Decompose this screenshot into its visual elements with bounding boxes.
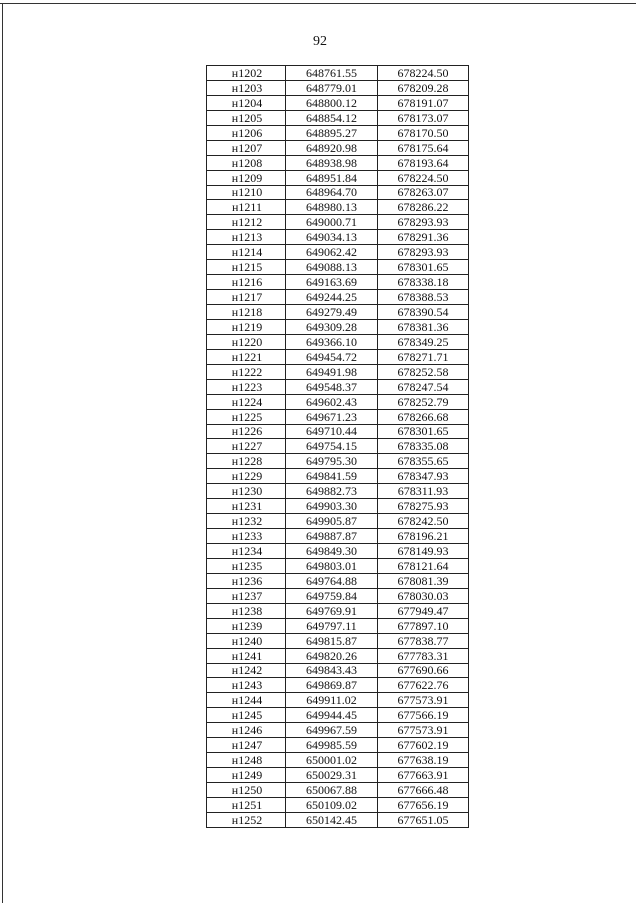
y-coordinate-cell: 677566.19 xyxy=(378,708,469,723)
table-row xyxy=(207,230,469,245)
x-coordinate-cell: 649967.59 xyxy=(286,723,378,738)
x-coordinate-cell: 649803.01 xyxy=(286,558,378,573)
point-id-cell: н1234 xyxy=(207,544,286,559)
table-row xyxy=(207,245,469,260)
point-id-cell: н1225 xyxy=(207,409,286,424)
x-coordinate-cell: 650029.31 xyxy=(286,768,378,783)
table-row xyxy=(207,424,469,439)
point-id-cell: н1211 xyxy=(207,200,286,215)
table-row xyxy=(207,409,469,424)
x-coordinate-cell: 649034.13 xyxy=(286,230,378,245)
y-coordinate-cell: 678293.93 xyxy=(378,245,469,260)
x-coordinate-cell: 648761.55 xyxy=(286,66,378,81)
y-coordinate-cell: 678252.58 xyxy=(378,364,469,379)
y-coordinate-cell: 678293.93 xyxy=(378,215,469,230)
table-row xyxy=(207,185,469,200)
point-id-cell: н1204 xyxy=(207,95,286,110)
table-row xyxy=(207,334,469,349)
table-row xyxy=(207,558,469,573)
x-coordinate-cell: 648964.70 xyxy=(286,185,378,200)
y-coordinate-cell: 678381.36 xyxy=(378,319,469,334)
x-coordinate-cell: 649843.43 xyxy=(286,663,378,678)
x-coordinate-cell: 648895.27 xyxy=(286,125,378,140)
point-id-cell: н1212 xyxy=(207,215,286,230)
point-id-cell: н1223 xyxy=(207,379,286,394)
point-id-cell: н1249 xyxy=(207,768,286,783)
point-id-cell: н1230 xyxy=(207,484,286,499)
x-coordinate-cell: 648920.98 xyxy=(286,140,378,155)
y-coordinate-cell: 678311.93 xyxy=(378,484,469,499)
x-coordinate-cell: 648854.12 xyxy=(286,110,378,125)
x-coordinate-cell: 649887.87 xyxy=(286,529,378,544)
y-coordinate-cell: 678247.54 xyxy=(378,379,469,394)
y-coordinate-cell: 678193.64 xyxy=(378,155,469,170)
point-id-cell: н1207 xyxy=(207,140,286,155)
point-id-cell: н1235 xyxy=(207,558,286,573)
table-row xyxy=(207,812,469,827)
point-id-cell: н1203 xyxy=(207,80,286,95)
x-coordinate-cell: 649671.23 xyxy=(286,409,378,424)
y-coordinate-cell: 678301.65 xyxy=(378,424,469,439)
x-coordinate-cell: 649163.69 xyxy=(286,275,378,290)
y-coordinate-cell: 678263.07 xyxy=(378,185,469,200)
point-id-cell: н1246 xyxy=(207,723,286,738)
y-coordinate-cell: 678121.64 xyxy=(378,558,469,573)
x-coordinate-cell: 649769.91 xyxy=(286,603,378,618)
table-row xyxy=(207,663,469,678)
point-id-cell: н1224 xyxy=(207,394,286,409)
y-coordinate-cell: 678149.93 xyxy=(378,544,469,559)
y-coordinate-cell: 678242.50 xyxy=(378,514,469,529)
x-coordinate-cell: 649759.84 xyxy=(286,588,378,603)
y-coordinate-cell: 677622.76 xyxy=(378,678,469,693)
point-id-cell: н1214 xyxy=(207,245,286,260)
point-id-cell: н1213 xyxy=(207,230,286,245)
point-id-cell: н1233 xyxy=(207,529,286,544)
y-coordinate-cell: 678349.25 xyxy=(378,334,469,349)
point-id-cell: н1243 xyxy=(207,678,286,693)
table-row xyxy=(207,499,469,514)
point-id-cell: н1221 xyxy=(207,349,286,364)
x-coordinate-cell: 649985.59 xyxy=(286,738,378,753)
table-row xyxy=(207,155,469,170)
y-coordinate-cell: 677663.91 xyxy=(378,768,469,783)
y-coordinate-cell: 678335.08 xyxy=(378,439,469,454)
table-row xyxy=(207,633,469,648)
table-row xyxy=(207,215,469,230)
x-coordinate-cell: 648800.12 xyxy=(286,95,378,110)
x-coordinate-cell: 650067.88 xyxy=(286,783,378,798)
y-coordinate-cell: 678338.18 xyxy=(378,275,469,290)
x-coordinate-cell: 649882.73 xyxy=(286,484,378,499)
point-id-cell: н1222 xyxy=(207,364,286,379)
table-row xyxy=(207,514,469,529)
table-row xyxy=(207,275,469,290)
point-id-cell: н1239 xyxy=(207,618,286,633)
table-row xyxy=(207,618,469,633)
point-id-cell: н1238 xyxy=(207,603,286,618)
point-id-cell: н1247 xyxy=(207,738,286,753)
table-row xyxy=(207,738,469,753)
table-row xyxy=(207,80,469,95)
point-id-cell: н1227 xyxy=(207,439,286,454)
x-coordinate-cell: 648951.84 xyxy=(286,170,378,185)
point-id-cell: н1202 xyxy=(207,66,286,81)
table-row xyxy=(207,454,469,469)
x-coordinate-cell: 649944.45 xyxy=(286,708,378,723)
table-row xyxy=(207,364,469,379)
y-coordinate-cell: 678170.50 xyxy=(378,125,469,140)
y-coordinate-cell: 677573.91 xyxy=(378,723,469,738)
point-id-cell: н1229 xyxy=(207,469,286,484)
point-id-cell: н1226 xyxy=(207,424,286,439)
page-frame-top-line xyxy=(0,3,636,4)
y-coordinate-cell: 677638.19 xyxy=(378,753,469,768)
point-id-cell: н1251 xyxy=(207,797,286,812)
y-coordinate-cell: 677690.66 xyxy=(378,663,469,678)
point-id-cell: н1206 xyxy=(207,125,286,140)
table-row xyxy=(207,170,469,185)
table-row xyxy=(207,439,469,454)
page-frame-left-line xyxy=(2,3,3,903)
table-row xyxy=(207,349,469,364)
point-id-cell: н1205 xyxy=(207,110,286,125)
x-coordinate-cell: 649548.37 xyxy=(286,379,378,394)
x-coordinate-cell: 649366.10 xyxy=(286,334,378,349)
x-coordinate-cell: 648779.01 xyxy=(286,80,378,95)
x-coordinate-cell: 648980.13 xyxy=(286,200,378,215)
y-coordinate-cell: 678191.07 xyxy=(378,95,469,110)
y-coordinate-cell: 678175.64 xyxy=(378,140,469,155)
x-coordinate-cell: 649841.59 xyxy=(286,469,378,484)
y-coordinate-cell: 678301.65 xyxy=(378,260,469,275)
point-id-cell: н1232 xyxy=(207,514,286,529)
point-id-cell: н1240 xyxy=(207,633,286,648)
x-coordinate-cell: 649279.49 xyxy=(286,305,378,320)
x-coordinate-cell: 649849.30 xyxy=(286,544,378,559)
point-id-cell: н1217 xyxy=(207,290,286,305)
y-coordinate-cell: 678291.36 xyxy=(378,230,469,245)
point-id-cell: н1220 xyxy=(207,334,286,349)
table-row xyxy=(207,797,469,812)
point-id-cell: н1218 xyxy=(207,305,286,320)
table-row xyxy=(207,394,469,409)
table-row xyxy=(207,588,469,603)
table-row xyxy=(207,693,469,708)
table-row xyxy=(207,573,469,588)
point-id-cell: н1248 xyxy=(207,753,286,768)
y-coordinate-cell: 677897.10 xyxy=(378,618,469,633)
x-coordinate-cell: 649764.88 xyxy=(286,573,378,588)
x-coordinate-cell: 649454.72 xyxy=(286,349,378,364)
point-id-cell: н1241 xyxy=(207,648,286,663)
x-coordinate-cell: 649797.11 xyxy=(286,618,378,633)
point-id-cell: н1236 xyxy=(207,573,286,588)
x-coordinate-cell: 649903.30 xyxy=(286,499,378,514)
y-coordinate-cell: 678286.22 xyxy=(378,200,469,215)
table-row xyxy=(207,544,469,559)
x-coordinate-cell: 649710.44 xyxy=(286,424,378,439)
table-row xyxy=(207,678,469,693)
y-coordinate-cell: 677573.91 xyxy=(378,693,469,708)
y-coordinate-cell: 677666.48 xyxy=(378,783,469,798)
y-coordinate-cell: 678224.50 xyxy=(378,170,469,185)
table-row xyxy=(207,140,469,155)
y-coordinate-cell: 677651.05 xyxy=(378,812,469,827)
x-coordinate-cell: 649602.43 xyxy=(286,394,378,409)
y-coordinate-cell: 677656.19 xyxy=(378,797,469,812)
point-id-cell: н1237 xyxy=(207,588,286,603)
y-coordinate-cell: 678266.68 xyxy=(378,409,469,424)
table-row xyxy=(207,484,469,499)
x-coordinate-cell: 650109.02 xyxy=(286,797,378,812)
table-row xyxy=(207,260,469,275)
y-coordinate-cell: 678030.03 xyxy=(378,588,469,603)
x-coordinate-cell: 648938.98 xyxy=(286,155,378,170)
table-row xyxy=(207,379,469,394)
table-row xyxy=(207,95,469,110)
table-row xyxy=(207,125,469,140)
y-coordinate-cell: 678173.07 xyxy=(378,110,469,125)
point-id-cell: н1219 xyxy=(207,319,286,334)
y-coordinate-cell: 677602.19 xyxy=(378,738,469,753)
table-row xyxy=(207,290,469,305)
table-row xyxy=(207,200,469,215)
page-number: 92 xyxy=(313,34,327,49)
table-row xyxy=(207,648,469,663)
x-coordinate-cell: 649244.25 xyxy=(286,290,378,305)
y-coordinate-cell: 678388.53 xyxy=(378,290,469,305)
coordinates-table-body xyxy=(207,66,469,828)
point-id-cell: н1208 xyxy=(207,155,286,170)
coordinates-table xyxy=(206,65,469,828)
table-row xyxy=(207,753,469,768)
y-coordinate-cell: 678347.93 xyxy=(378,469,469,484)
point-id-cell: н1252 xyxy=(207,812,286,827)
y-coordinate-cell: 678390.54 xyxy=(378,305,469,320)
point-id-cell: н1210 xyxy=(207,185,286,200)
y-coordinate-cell: 678271.71 xyxy=(378,349,469,364)
point-id-cell: н1209 xyxy=(207,170,286,185)
x-coordinate-cell: 649062.42 xyxy=(286,245,378,260)
y-coordinate-cell: 678081.39 xyxy=(378,573,469,588)
x-coordinate-cell: 650001.02 xyxy=(286,753,378,768)
table-row xyxy=(207,603,469,618)
table-row xyxy=(207,305,469,320)
x-coordinate-cell: 649815.87 xyxy=(286,633,378,648)
x-coordinate-cell: 649795.30 xyxy=(286,454,378,469)
table-row xyxy=(207,783,469,798)
x-coordinate-cell: 649911.02 xyxy=(286,693,378,708)
point-id-cell: н1215 xyxy=(207,260,286,275)
table-row xyxy=(207,723,469,738)
table-row xyxy=(207,708,469,723)
x-coordinate-cell: 649754.15 xyxy=(286,439,378,454)
point-id-cell: н1231 xyxy=(207,499,286,514)
point-id-cell: н1216 xyxy=(207,275,286,290)
x-coordinate-cell: 649820.26 xyxy=(286,648,378,663)
point-id-cell: н1228 xyxy=(207,454,286,469)
table-row xyxy=(207,529,469,544)
point-id-cell: н1244 xyxy=(207,693,286,708)
y-coordinate-cell: 678224.50 xyxy=(378,66,469,81)
y-coordinate-cell: 678275.93 xyxy=(378,499,469,514)
y-coordinate-cell: 677838.77 xyxy=(378,633,469,648)
point-id-cell: н1245 xyxy=(207,708,286,723)
x-coordinate-cell: 649000.71 xyxy=(286,215,378,230)
table-row xyxy=(207,110,469,125)
y-coordinate-cell: 678196.21 xyxy=(378,529,469,544)
table-row xyxy=(207,469,469,484)
y-coordinate-cell: 678252.79 xyxy=(378,394,469,409)
x-coordinate-cell: 649309.28 xyxy=(286,319,378,334)
table-row xyxy=(207,319,469,334)
table-row xyxy=(207,768,469,783)
x-coordinate-cell: 649905.87 xyxy=(286,514,378,529)
x-coordinate-cell: 649088.13 xyxy=(286,260,378,275)
x-coordinate-cell: 650142.45 xyxy=(286,812,378,827)
x-coordinate-cell: 649491.98 xyxy=(286,364,378,379)
point-id-cell: н1242 xyxy=(207,663,286,678)
y-coordinate-cell: 678209.28 xyxy=(378,80,469,95)
table-row xyxy=(207,66,469,81)
point-id-cell: н1250 xyxy=(207,783,286,798)
y-coordinate-cell: 677783.31 xyxy=(378,648,469,663)
y-coordinate-cell: 678355.65 xyxy=(378,454,469,469)
y-coordinate-cell: 677949.47 xyxy=(378,603,469,618)
x-coordinate-cell: 649869.87 xyxy=(286,678,378,693)
